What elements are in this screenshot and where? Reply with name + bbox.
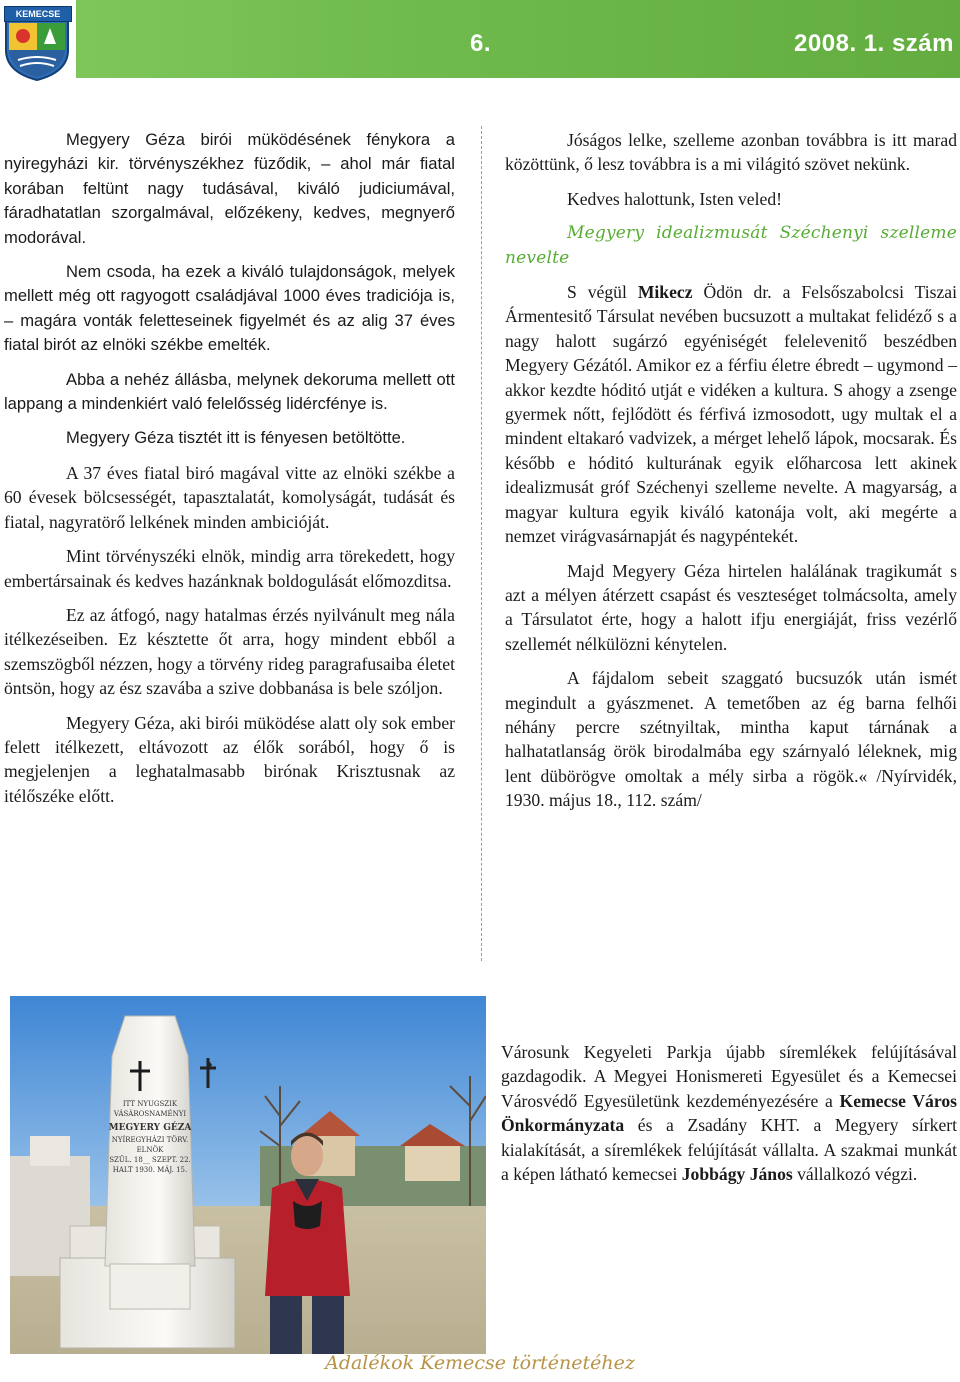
right-paragraph: Majd Megyery Géza hirtelen halálának tragikumát s azt a mélyen átérzett csapást és veszteséget tolmácsolta, amely a Társulatot érte, hogy a halott ifju energiáját, friss vezérlő szellemét nélkülözni kénytelen. xyxy=(505,560,957,654)
caption-text: Városunk Kegyeleti Parkja újabb síremlékek felújításával gazdagodik. A Megyei Honismereti Egyesület és a Kemecsei Városvédő Egyesületünk kezdeményezésére a xyxy=(501,1042,957,1111)
left-paragraph: Mint törvényszéki elnök, mindig arra törekedett, hogy embertársainak és kedves hazánknak boldogulását előmozditsa. xyxy=(4,546,455,591)
caption-bold: Jobbágy János xyxy=(681,1164,793,1185)
text-span: Ödön dr. a Felsőszabolcsi Tiszai Ármentesitő Társulat nevében bucsuzott a multakat felidéző s a nagy halott sugárzó egyéniségét felelevenitő beszédben Megyery Gézától. Amikor ez a férfiu életre ébredt – ugymond – akkor kezdte hóditó utját e vidéken a kultura. S ahogy a zsenge gyermek nőtt, fejlődött és férfivá izmosodott, ugy multak el a mindent eltakaró vadvizek, a mérget lehelő lápok, mocsarak. És később e hóditó kulturának egyik előharcosa lett akinek idealizmusát gróf Széchenyi szelleme nevelte. A magyarság, a magyar kultura egyik kiváló katonája volt, aki megérte a nemzet virágvasárnapját és nagypéntekét. xyxy=(505,282,958,547)
monument-photo xyxy=(10,996,486,1354)
right-paragraph: Jóságos lelke, szelleme azonban továbbra is itt marad közöttünk, ő lesz továbbra is a mi világitó szövet nekünk. xyxy=(505,130,957,175)
left-paragraph: Ez az átfogó, nagy hatalmas érzés nyilvánult meg nála itélkezéseiben. Ez késztette őt arra, hogy mindent ebből a szemszögből nézzen, hogy a törvény rideg paragrafusaiba életet öntsön, hogy az ész szavába a szive dobbanása is bele szóljon. xyxy=(4,604,455,699)
right-column xyxy=(505,128,957,823)
monument-line: ITT NYUGSZIK xyxy=(122,1100,178,1108)
left-column xyxy=(4,128,455,818)
bold-name: Mikecz xyxy=(637,282,693,303)
left-paragraph: A 37 éves fiatal biró magával vitte az elnöki székbe a 60 évesek bölcsességét, tapasztalatát, komolyságát, tudását és fiatal, nagyratörő lelkének minden ambicióját. xyxy=(4,462,455,532)
monument-line: VÁSÁROSNAMÉNYI xyxy=(113,1110,187,1118)
text-span: S végül xyxy=(567,282,638,303)
left-paragraph: Megyery Géza birói müködésének fénykora a nyiregyházi kir. törvényszékhez füződik, – ahol már fiatal korában feltünt nagy tudásával, kiváló judiciumával, fáradhatatlan szorgalmával, előzékeny, kedves, megnyerő modorával. xyxy=(4,130,455,247)
page-footer: Adalékok Kemecse történetéhez xyxy=(325,1352,635,1374)
caption-text: vállalkozó végzi. xyxy=(792,1164,918,1185)
column-divider xyxy=(481,126,482,961)
page-header xyxy=(0,0,960,82)
right-paragraph xyxy=(505,280,957,548)
right-paragraph: A fájdalom sebeit szaggató bucsuzók után ismét megindult a gyászmenet. A temetőben az ég barna felhői néhány percre szétnyiltak, mintha kaput tárnának a halhatatlanság örök birodalmába egy szárnyaló léleknek, mig lent dübörögve omoltak a mély sirba a rögök.« /Nyírvidék, 1930. május 18., 112. szám/ xyxy=(505,668,957,811)
monument-line: NYÍREGYHÁZI TÖRV. xyxy=(111,1136,189,1144)
caption-text: és a Zsadány KHT. a Megyery sírkert kialakítását, a síremlékek felújítását vállalta. A szakmai munkát a képen látható kemecsei xyxy=(501,1115,957,1185)
logo-banner: KEMECSE xyxy=(4,6,72,22)
monument-line: ELNÖK xyxy=(136,1146,164,1154)
left-paragraph: Megyery Géza, aki birói müködése alatt oly sok ember felett itélkezett, eltávozott az élők sorából, hogy ő is megjelenjen a leghatalmasabb birónak Krisztusnak az itélőszéke előtt. xyxy=(4,712,455,806)
right-paragraph: Kedves halottunk, Isten veled! xyxy=(567,188,782,209)
caption-bold: Kemecse Város Önkormányzata xyxy=(501,1090,957,1136)
issue-date: 2008. 1. szám xyxy=(794,30,954,57)
issue-number: 6. xyxy=(470,30,492,57)
left-paragraph: Megyery Géza tisztét itt is fényesen betöltötte. xyxy=(66,428,406,448)
monument-photo-illustration xyxy=(10,996,486,1354)
left-paragraph: Nem csoda, ha ezek a kiváló tulajdonságok, melyek mellett még ott ragyogott családjával 1000 éves tradiciója is, – magára vonták feletteseinek figyelmét és az alig 37 éves fiatal birót az elnöki székbe emelték. xyxy=(4,262,455,355)
section-subheading: Megyery idealizmusát Széchenyi szelleme nevelte xyxy=(505,223,957,268)
monument-inscription xyxy=(109,1100,193,1174)
town-crest-logo xyxy=(0,0,74,82)
left-paragraph: Abba a nehéz állásba, melynek dekoruma mellett ott lappang a mindenkiért való felelősség lidércfénye is. xyxy=(4,369,455,414)
photo-caption xyxy=(501,1040,957,1186)
monument-line: HALT 1930. MÁJ. 15. xyxy=(112,1166,188,1174)
monument-line: MEGYERY GÉZA xyxy=(108,1123,192,1133)
monument-line: SZÜL. 18__ SZEPT. 22. xyxy=(109,1156,191,1164)
